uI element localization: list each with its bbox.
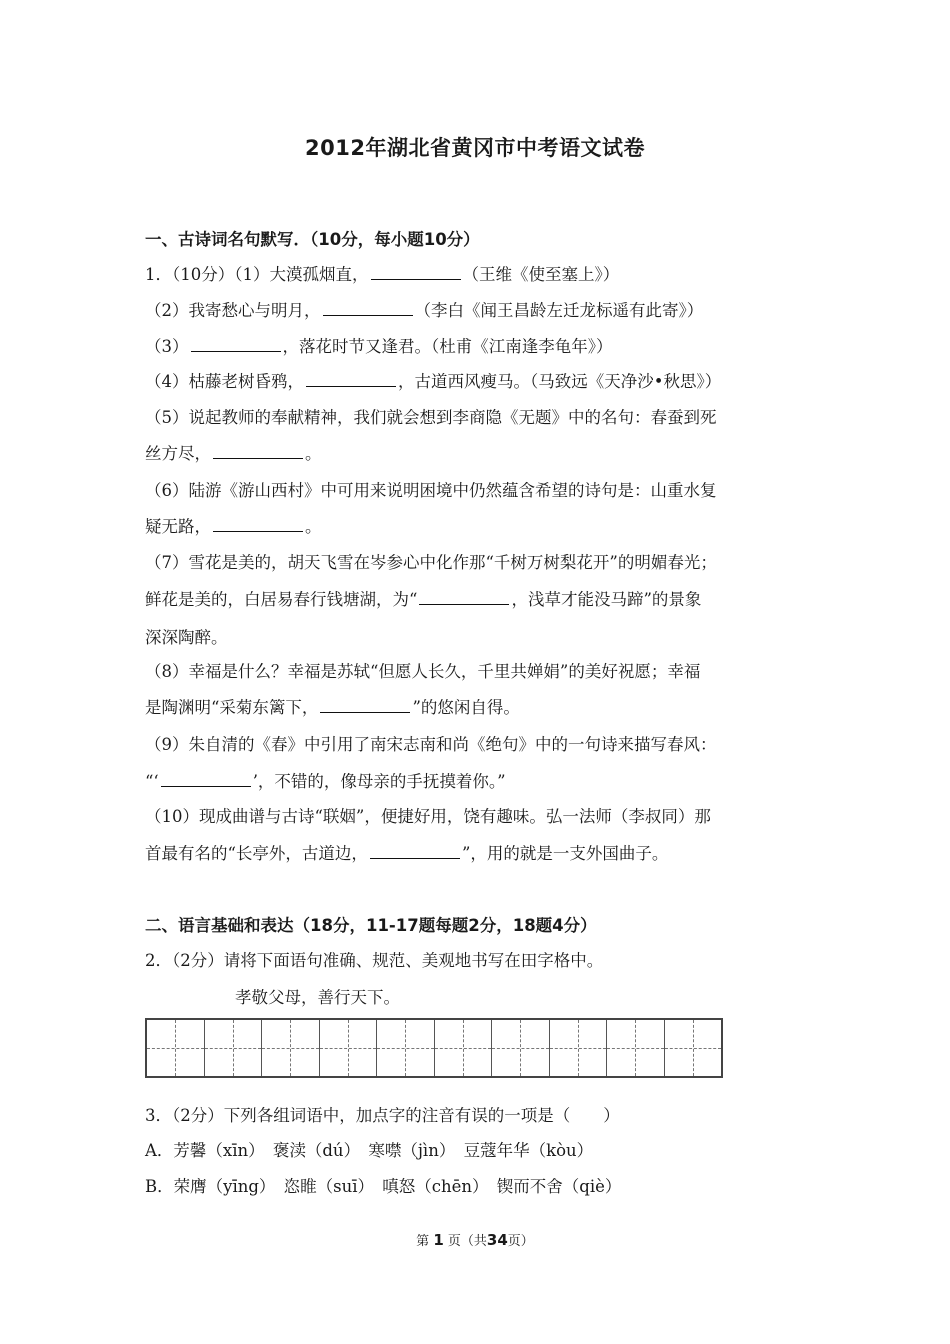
q1-line-2: （2）我寄愁心与明月， （李白《闻王昌龄左迁龙标遥有此寄》）	[145, 297, 703, 321]
q1-line-12: （8）幸福是什么？幸福是苏轼“但愿人长久，千里共婵娟”的美好祝愿；幸福	[145, 662, 701, 681]
answer-blank[interactable]	[320, 695, 410, 713]
tianzige-cell[interactable]	[665, 1020, 722, 1076]
q1-line-3: （3） ，落花时节又逢君。（杜甫《江南逢李龟年》）	[145, 333, 613, 357]
q1-line-17: 首最有名的“长亭外，古道边， ”，用的就是一支外国曲子。	[145, 840, 668, 864]
q1-line-16: （10）现成曲谱与古诗“联姻”，便捷好用，饶有趣味。弘一法师（李叔同）那	[145, 807, 711, 826]
q1-line-6: 丝方尽， 。	[145, 440, 322, 464]
q1-line-15: “‘ ’，不错的，像母亲的手抚摸着你。”	[145, 768, 506, 792]
document-title: 2012年湖北省黄冈市中考语文试卷	[305, 136, 645, 160]
tianzige-cell[interactable]	[550, 1020, 608, 1076]
section1-heading: 一、古诗词名句默写．（10分，每小题10分）	[145, 230, 480, 249]
answer-blank[interactable]	[370, 841, 460, 859]
section2-heading: 二、语言基础和表达（18分，11-17题每题2分，18题4分）	[145, 916, 597, 935]
tianzige-cell[interactable]	[262, 1020, 320, 1076]
tianzige-cell[interactable]	[607, 1020, 665, 1076]
q3-prompt: 3．（2分）下列各组词语中，加点字的注音有误的一项是（ ）	[145, 1106, 620, 1125]
q1-line-8: 疑无路， 。	[145, 513, 322, 537]
answer-blank[interactable]	[323, 298, 413, 316]
current-page-number: 1	[433, 1231, 444, 1249]
total-page-count: 34	[486, 1231, 508, 1249]
answer-blank[interactable]	[161, 769, 251, 787]
q1-line-1: 1．（10分）（1）大漠孤烟直， （王维《使至塞上》）	[145, 261, 619, 285]
q1-line-13: 是陶渊明“采菊东篱下， ”的悠闲自得。	[145, 694, 520, 718]
answer-blank[interactable]	[419, 587, 509, 605]
q1-line-11: 深深陶醉。	[145, 628, 228, 647]
tianzige-cell[interactable]	[435, 1020, 493, 1076]
q2-sentence: 孝敬父母，善行天下。	[235, 988, 400, 1007]
tianzige-cell[interactable]	[320, 1020, 378, 1076]
q1-line-14: （9）朱自清的《春》中引用了南宋志南和尚《绝句》中的一句诗来描写春风：	[145, 735, 717, 754]
answer-blank[interactable]	[191, 334, 281, 352]
q1-line-7: （6）陆游《游山西村》中可用来说明困境中仍然蕴含希望的诗句是：山重水复	[145, 481, 717, 500]
q1-line-9: （7）雪花是美的，胡天飞雪在岑参心中化作那“千树万树梨花开”的明媚春光；	[145, 553, 717, 572]
answer-blank[interactable]	[213, 441, 303, 459]
tianzige-cell[interactable]	[492, 1020, 550, 1076]
tianzige-cell[interactable]	[147, 1020, 205, 1076]
tianzige-cell[interactable]	[377, 1020, 435, 1076]
q1-line-5: （5）说起教师的奉献精神，我们就会想到李商隐《无题》中的名句：春蚕到死	[145, 408, 717, 427]
q1-line-10: 鲜花是美的，白居易春行钱塘湖，为“ ，浅草才能没马蹄”的景象	[145, 586, 701, 610]
q1-line-4: （4）枯藤老树昏鸦， ，古道西风瘦马。（马致远《天净沙•秋思》）	[145, 368, 721, 392]
tianzige-cell[interactable]	[205, 1020, 263, 1076]
answer-blank[interactable]	[371, 262, 461, 280]
page-footer: 第 1 页（共34页）	[416, 1231, 534, 1249]
tianzige-writing-grid[interactable]	[145, 1018, 723, 1078]
q3-option-a[interactable]: A．芳馨（xīn） 褒渎（dú） 寒噤（jìn） 豆蔻年华（kòu）	[145, 1141, 594, 1160]
answer-blank[interactable]	[213, 514, 303, 532]
q2-prompt: 2．（2分）请将下面语句准确、规范、美观地书写在田字格中。	[145, 951, 604, 970]
q3-option-b[interactable]: B．荣膺（yīng） 恣睢（suī） 嗔怒（chēn） 锲而不舍（qiè）	[145, 1177, 622, 1196]
answer-blank[interactable]	[306, 369, 396, 387]
